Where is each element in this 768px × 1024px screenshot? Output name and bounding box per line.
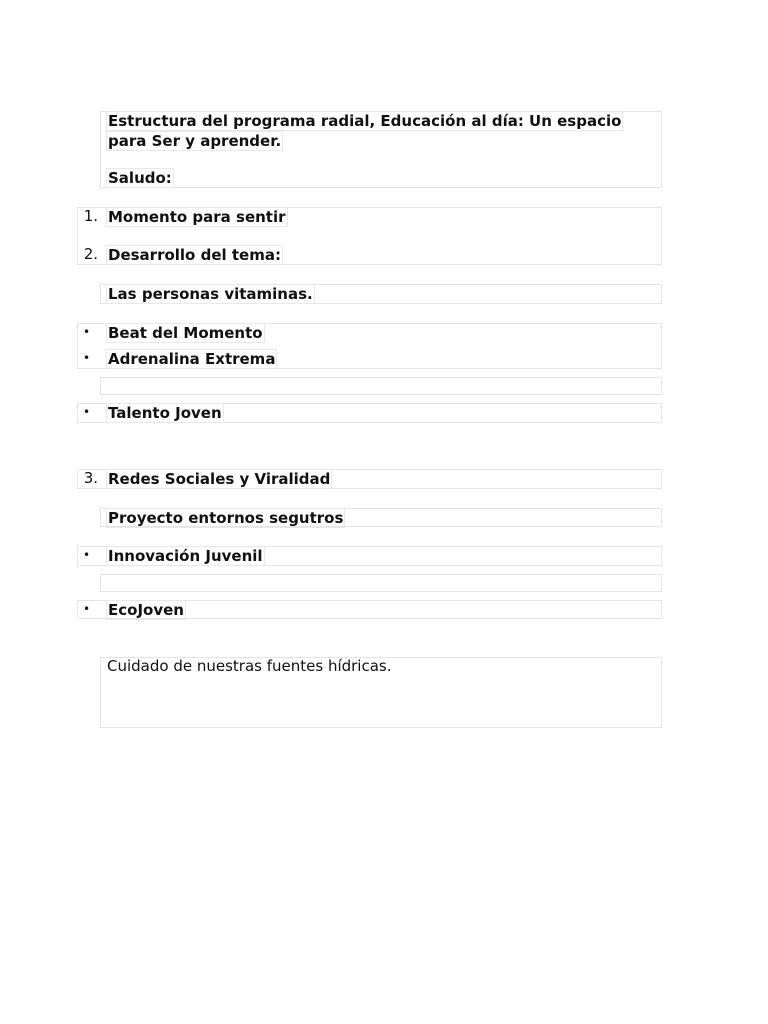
list-item: EcoJoven [108,601,184,619]
empty-paragraph-block [100,574,662,592]
list-number-2: 2. [83,245,98,263]
list-item: Innovación Juvenil [108,547,263,565]
list-item: Beat del Momento [108,324,263,342]
note-text: Cuidado de nuestras fuentes hídricas. [107,657,392,675]
title-line-2: para Ser y aprender. [108,132,282,150]
greeting-label: Saludo: [108,169,172,187]
list-item-redes: Redes Sociales y Viralidad [108,470,331,488]
list-number-1: 1. [83,207,98,225]
bullet-dot: • [83,602,91,616]
empty-paragraph-block [100,377,662,395]
bullet-dot: • [83,405,91,419]
list-item-momento: Momento para sentir [108,208,286,226]
subtopic-2: Proyecto entornos segutros [108,509,344,527]
list-number-3: 3. [83,469,98,487]
list-item-desarrollo: Desarrollo del tema: [108,246,281,264]
bullet-dot: • [83,325,91,339]
bullet-dot: • [83,351,91,365]
subtopic-1: Las personas vitaminas. [108,285,313,303]
list-item: Talento Joven [108,404,222,422]
bullet-dot: • [83,548,91,562]
title-line-1: Estructura del programa radial, Educación al día: Un espacio [108,112,622,130]
list-item: Adrenalina Extrema [108,350,276,368]
